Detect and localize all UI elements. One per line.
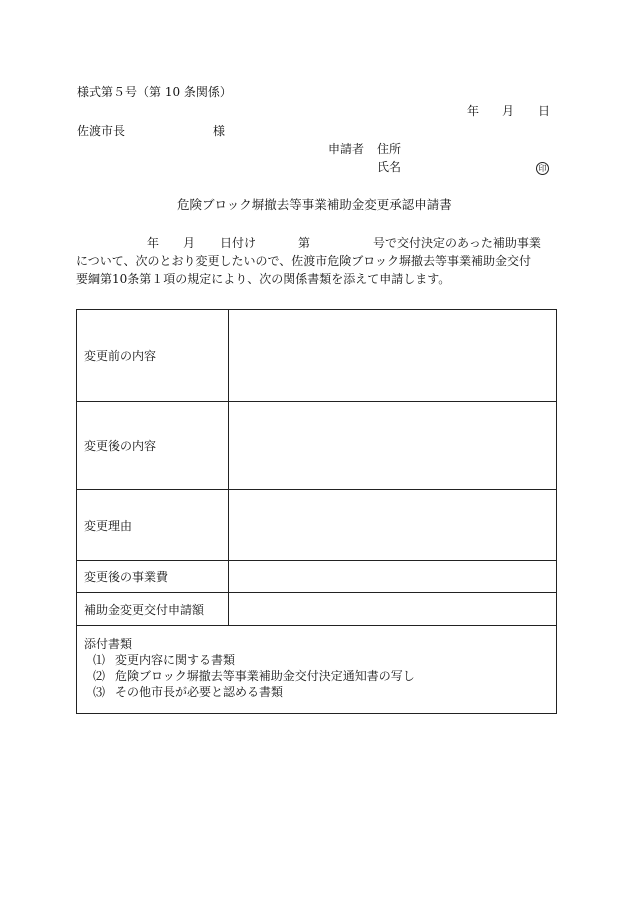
date-day: 日 (538, 104, 551, 118)
attachment-number: ⑵ (93, 669, 106, 683)
grant-amount-field[interactable] (229, 593, 557, 626)
attachment-text: 変更内容に関する書類 (115, 653, 236, 667)
body-line2: について、次のとおり変更したいので、佐渡市危険ブロック塀撤去等事業補助金交付 (76, 254, 532, 268)
addressee-honorific: 様 (213, 124, 226, 138)
addressee-name: 佐渡市長 (77, 124, 126, 138)
attachment-number: ⑶ (93, 685, 106, 699)
body-line1-rest: 号で交付決定のあった補助事業 (373, 236, 541, 250)
attachments-title: 添付書類 (84, 637, 133, 651)
after-content-field[interactable] (229, 402, 557, 490)
attachments-row (77, 626, 557, 714)
form-number: 様式第５号（第 10 条関係） (77, 85, 232, 99)
row-label-amount: 補助金変更交付申請額 (77, 593, 229, 626)
attachments-cell (77, 626, 557, 714)
table-row (77, 593, 557, 626)
seal-mark (536, 160, 549, 175)
table-row (77, 561, 557, 593)
applicant-label: 申請者 (328, 142, 365, 156)
applicant-address-label: 住所 (377, 142, 402, 156)
project-cost-field[interactable] (229, 561, 557, 593)
row-label-cost: 変更後の事業費 (77, 561, 229, 593)
applicant-name-label: 氏名 (377, 160, 402, 174)
before-content-field[interactable] (229, 310, 557, 402)
document-title: 危険ブロック塀撤去等事業補助金変更承認申請書 (177, 197, 452, 212)
row-label-before: 変更前の内容 (77, 310, 229, 402)
row-label-after: 変更後の内容 (77, 402, 229, 490)
row-label-reason: 変更理由 (77, 490, 229, 561)
attachment-item (84, 684, 556, 700)
attachment-number: ⑴ (93, 653, 106, 667)
date-year: 年 (467, 104, 480, 118)
change-details-table (76, 309, 557, 714)
attachment-item (84, 668, 556, 684)
date-month: 月 (502, 104, 515, 118)
body-year: 年 (147, 236, 160, 250)
body-no-prefix: 第 (298, 236, 311, 250)
body-dated: 日付け (220, 236, 257, 250)
attachment-text: その他市長が必要と認める書類 (115, 685, 284, 699)
attachment-text: 危険ブロック塀撤去等事業補助金交付決定通知書の写し (115, 669, 415, 683)
seal-icon: 印 (536, 162, 549, 175)
table-row (77, 402, 557, 490)
reason-field[interactable] (229, 490, 557, 561)
table-row (77, 490, 557, 561)
attachment-item (84, 652, 556, 668)
body-line3: 要綱第10条第１項の規定により、次の関係書類を添えて申請します。 (76, 272, 451, 286)
body-month: 月 (183, 236, 196, 250)
table-row (77, 310, 557, 402)
